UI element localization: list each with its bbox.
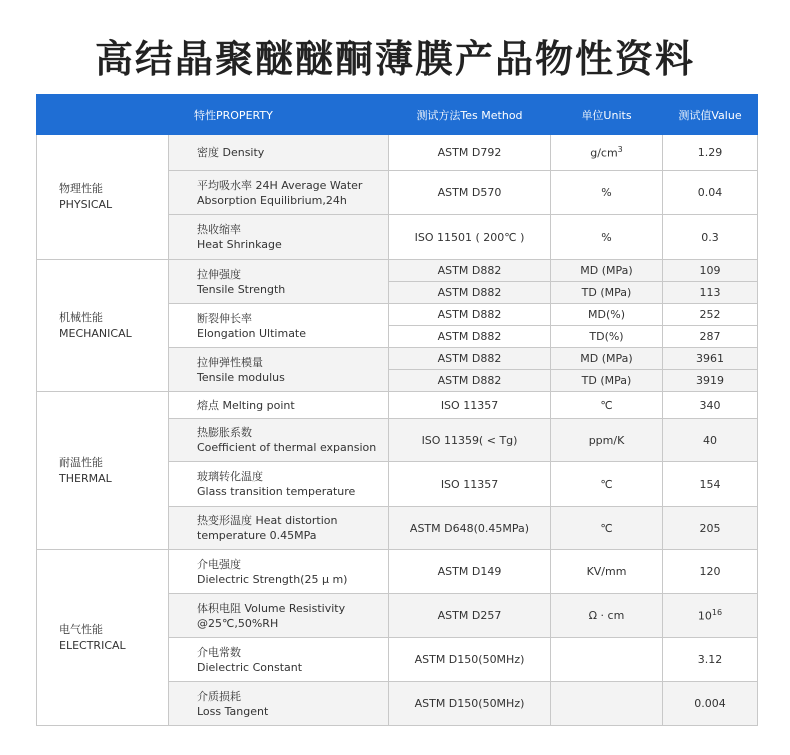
property-line: Loss Tangent bbox=[197, 704, 269, 718]
category-cell bbox=[37, 260, 169, 392]
property-line: 熔点 Melting point bbox=[197, 398, 295, 412]
property-cell bbox=[169, 419, 389, 462]
unit-cell: % bbox=[551, 171, 663, 215]
table-row bbox=[37, 392, 758, 419]
value-superscript: 16 bbox=[711, 608, 723, 618]
header-property: 特性PROPERTY bbox=[169, 95, 389, 135]
category-cn: 机械性能 bbox=[59, 310, 103, 324]
property-line: temperature 0.45MPa bbox=[197, 529, 317, 542]
property-line: @25℃,50%RH bbox=[197, 616, 279, 630]
method-cell: ISO 11357 bbox=[389, 462, 551, 507]
property-line: 拉伸强度 bbox=[197, 267, 241, 281]
property-line: Dielectric Constant bbox=[197, 660, 303, 674]
property-line: 密度 Density bbox=[197, 146, 265, 159]
property-cell bbox=[169, 171, 389, 215]
method-cell: ASTM D882 bbox=[389, 326, 551, 348]
property-cell bbox=[169, 638, 389, 682]
property-cell bbox=[169, 348, 389, 392]
method-cell: ASTM D792 bbox=[389, 135, 551, 171]
method-cell: ISO 11359( < Tg) bbox=[389, 419, 551, 462]
method-cell: ASTM D882 bbox=[389, 348, 551, 370]
unit-cell: ppm/K bbox=[551, 419, 663, 462]
value-cell: 0.3 bbox=[663, 215, 758, 260]
category-cell bbox=[37, 135, 169, 260]
property-line: Dielectric Strength(25 μ m) bbox=[197, 572, 348, 586]
category-cn: 电气性能 bbox=[59, 622, 103, 636]
value-cell: 109 bbox=[663, 260, 758, 282]
unit-cell bbox=[551, 638, 663, 682]
header-method: 测试方法Tes Method bbox=[389, 95, 551, 135]
property-line: 介电强度 bbox=[197, 557, 241, 571]
method-cell: ISO 11501 ( 200℃ ) bbox=[389, 215, 551, 260]
value-cell: 205 bbox=[663, 507, 758, 550]
property-line: 平均吸水率 24H Average Water bbox=[197, 178, 363, 192]
property-line: 热收缩率 bbox=[197, 223, 241, 236]
unit-cell: KV/mm bbox=[551, 550, 663, 594]
value-cell: 252 bbox=[663, 304, 758, 326]
unit-cell: ℃ bbox=[551, 507, 663, 550]
category-en: PHYSICAL bbox=[59, 198, 113, 211]
property-line: 热变形温度 Heat distortion bbox=[197, 514, 338, 527]
category-cell bbox=[37, 550, 169, 726]
method-cell: ISO 11357 bbox=[389, 392, 551, 419]
value-cell: 0.004 bbox=[663, 682, 758, 726]
value-text: 10 bbox=[697, 609, 712, 623]
method-cell: ASTM D882 bbox=[389, 282, 551, 304]
method-cell: ASTM D570 bbox=[389, 171, 551, 215]
property-line: 玻璃转化温度 bbox=[197, 470, 263, 483]
property-cell bbox=[169, 260, 389, 304]
value-cell: 340 bbox=[663, 392, 758, 419]
unit-cell: MD(%) bbox=[551, 304, 663, 326]
property-line: Tensile modulus bbox=[197, 370, 285, 384]
property-line: Tensile Strength bbox=[197, 282, 286, 296]
unit-cell: % bbox=[551, 215, 663, 260]
property-line: 断裂伸长率 bbox=[197, 311, 252, 325]
category-cn: 物理性能 bbox=[59, 182, 103, 195]
unit-superscript: 3 bbox=[617, 145, 623, 155]
property-line: Heat Shrinkage bbox=[197, 238, 282, 251]
value-cell: 120 bbox=[663, 550, 758, 594]
value-cell: 3961 bbox=[663, 348, 758, 370]
property-line: 热膨胀系数 bbox=[197, 426, 252, 439]
category-en: MECHANICAL bbox=[59, 326, 132, 340]
property-cell bbox=[169, 392, 389, 419]
unit-cell: TD(%) bbox=[551, 326, 663, 348]
property-cell bbox=[169, 215, 389, 260]
property-cell bbox=[169, 682, 389, 726]
property-line: 体积电阻 Volume Resistivity bbox=[197, 601, 346, 615]
method-cell: ASTM D882 bbox=[389, 260, 551, 282]
property-cell bbox=[169, 507, 389, 550]
value-cell: 287 bbox=[663, 326, 758, 348]
method-cell: ASTM D882 bbox=[389, 370, 551, 392]
unit-cell bbox=[551, 135, 663, 171]
property-line: Coefficient of thermal expansion bbox=[197, 441, 377, 454]
properties-table bbox=[36, 94, 758, 726]
category-en: THERMAL bbox=[59, 471, 112, 485]
property-line: 介电常数 bbox=[197, 645, 241, 659]
unit-cell: TD (MPa) bbox=[551, 282, 663, 304]
value-cell: 154 bbox=[663, 462, 758, 507]
header-value: 测试值Value bbox=[663, 95, 758, 135]
unit-cell: TD (MPa) bbox=[551, 370, 663, 392]
method-cell: ASTM D648(0.45MPa) bbox=[389, 507, 551, 550]
method-cell: ASTM D257 bbox=[389, 594, 551, 638]
property-cell bbox=[169, 135, 389, 171]
value-cell: 3.12 bbox=[663, 638, 758, 682]
unit-cell: MD (MPa) bbox=[551, 260, 663, 282]
property-cell bbox=[169, 550, 389, 594]
method-cell: ASTM D149 bbox=[389, 550, 551, 594]
unit-cell bbox=[551, 682, 663, 726]
property-line: Elongation Ultimate bbox=[197, 326, 307, 340]
value-cell: 1.29 bbox=[663, 135, 758, 171]
method-cell: ASTM D882 bbox=[389, 304, 551, 326]
category-cn: 耐温性能 bbox=[59, 455, 103, 469]
header-category bbox=[37, 95, 169, 135]
method-cell: ASTM D150(50MHz) bbox=[389, 682, 551, 726]
property-cell bbox=[169, 304, 389, 348]
property-line: 拉伸弹性模量 bbox=[197, 355, 263, 369]
table-row bbox=[37, 135, 758, 171]
value-cell: 3919 bbox=[663, 370, 758, 392]
category-cell bbox=[37, 392, 169, 550]
unit-cell: MD (MPa) bbox=[551, 348, 663, 370]
property-cell bbox=[169, 594, 389, 638]
method-cell: ASTM D150(50MHz) bbox=[389, 638, 551, 682]
property-line: Glass transition temperature bbox=[197, 485, 356, 498]
page-title: 高结晶聚醚醚酮薄膜产品物性资料 bbox=[94, 37, 695, 81]
property-line: Absorption Equilibrium,24h bbox=[197, 193, 347, 207]
unit-cell: ℃ bbox=[551, 392, 663, 419]
table-row bbox=[37, 260, 758, 282]
header-row bbox=[37, 95, 758, 135]
unit-text: g/cm bbox=[590, 146, 618, 160]
value-cell bbox=[663, 594, 758, 638]
value-cell: 40 bbox=[663, 419, 758, 462]
unit-cell: ℃ bbox=[551, 462, 663, 507]
property-line: 介质损耗 bbox=[197, 689, 241, 703]
unit-cell: Ω · cm bbox=[551, 594, 663, 638]
header-unit: 单位Units bbox=[551, 95, 663, 135]
value-cell: 113 bbox=[663, 282, 758, 304]
table-row bbox=[37, 550, 758, 594]
value-cell: 0.04 bbox=[663, 171, 758, 215]
category-en: ELECTRICAL bbox=[59, 638, 126, 652]
property-cell bbox=[169, 462, 389, 507]
